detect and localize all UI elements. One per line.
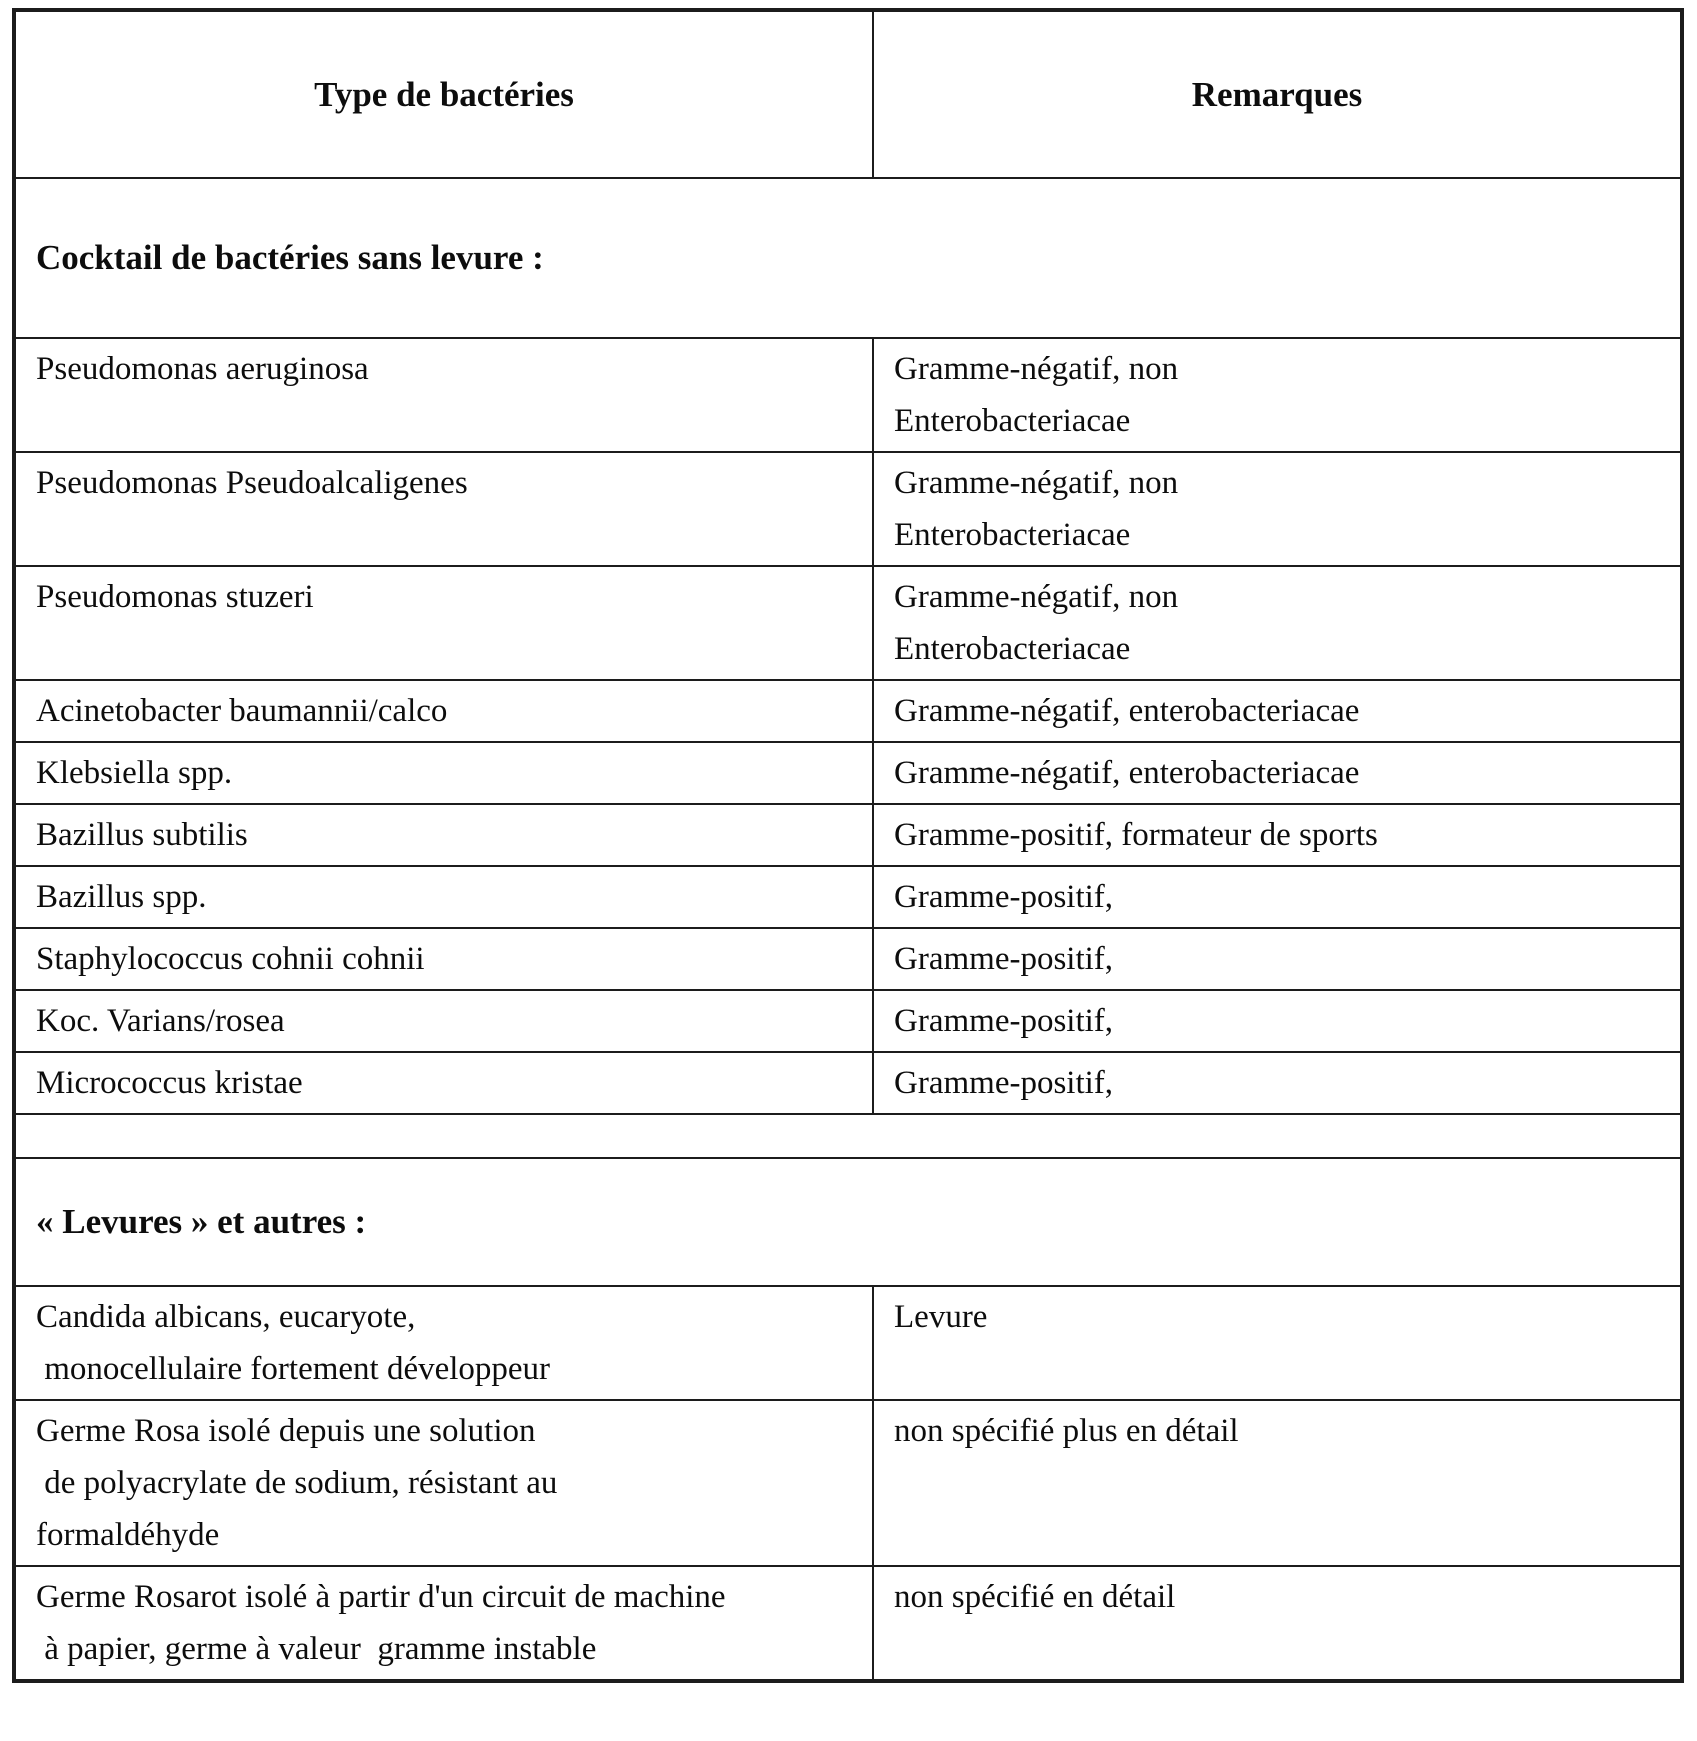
bacteria-type-cell: Germe Rosarot isolé à partir d'un circuit de machine à papier, germe à valeur gramme instable bbox=[14, 1566, 873, 1681]
remark-cell: Gramme-négatif, non Enterobacteriacae bbox=[873, 452, 1682, 566]
section-title: Cocktail de bactéries sans levure : bbox=[14, 178, 1682, 338]
header-remarques: Remarques bbox=[873, 10, 1682, 178]
bacteria-type-cell: Pseudomonas stuzeri bbox=[14, 566, 873, 680]
remark-cell: Gramme-négatif, non Enterobacteriacae bbox=[873, 338, 1682, 452]
table-row bbox=[14, 990, 1682, 1052]
header-type-de-bacteries: Type de bactéries bbox=[14, 10, 873, 178]
bacteria-type-cell: Klebsiella spp. bbox=[14, 742, 873, 804]
remark-cell: Gramme-négatif, non Enterobacteriacae bbox=[873, 566, 1682, 680]
table-header-row bbox=[14, 10, 1682, 178]
remark-cell: Gramme-positif, bbox=[873, 928, 1682, 990]
remark-cell: Gramme-positif, formateur de sports bbox=[873, 804, 1682, 866]
bacteria-type-cell: Bazillus spp. bbox=[14, 866, 873, 928]
bacteria-type-cell: Bazillus subtilis bbox=[14, 804, 873, 866]
section-header-row bbox=[14, 178, 1682, 338]
table-row bbox=[14, 566, 1682, 680]
table-row bbox=[14, 742, 1682, 804]
remark-cell: Gramme-positif, bbox=[873, 1052, 1682, 1114]
bacteria-type-cell: Pseudomonas Pseudoalcaligenes bbox=[14, 452, 873, 566]
remark-cell: Gramme-positif, bbox=[873, 990, 1682, 1052]
table-row bbox=[14, 1052, 1682, 1114]
table-row bbox=[14, 1400, 1682, 1566]
remark-cell: Gramme-positif, bbox=[873, 866, 1682, 928]
bacteria-type-cell: Micrococcus kristae bbox=[14, 1052, 873, 1114]
bacteria-type-cell: Pseudomonas aeruginosa bbox=[14, 338, 873, 452]
section-header-row bbox=[14, 1158, 1682, 1286]
remark-cell: non spécifié plus en détail bbox=[873, 1400, 1682, 1566]
table-row bbox=[14, 680, 1682, 742]
bacteria-type-cell: Koc. Varians/rosea bbox=[14, 990, 873, 1052]
section-title: « Levures » et autres : bbox=[14, 1158, 1682, 1286]
remark-cell: Gramme-négatif, enterobacteriacae bbox=[873, 680, 1682, 742]
table-row bbox=[14, 866, 1682, 928]
bacteria-type-cell: Germe Rosa isolé depuis une solution de polyacrylate de sodium, résistant au formaldéhyde bbox=[14, 1400, 873, 1566]
remark-cell: non spécifié en détail bbox=[873, 1566, 1682, 1681]
table-row bbox=[14, 338, 1682, 452]
table-row bbox=[14, 804, 1682, 866]
table-row bbox=[14, 1566, 1682, 1681]
spacer-row bbox=[14, 1114, 1682, 1158]
table-row bbox=[14, 928, 1682, 990]
spacer-cell bbox=[14, 1114, 1682, 1158]
table-row bbox=[14, 452, 1682, 566]
bacteria-type-cell: Candida albicans, eucaryote, monocellulaire fortement développeur bbox=[14, 1286, 873, 1400]
bacteria-type-cell: Acinetobacter baumannii/calco bbox=[14, 680, 873, 742]
bacteria-table bbox=[12, 8, 1684, 1683]
remark-cell: Gramme-négatif, enterobacteriacae bbox=[873, 742, 1682, 804]
bacteria-type-cell: Staphylococcus cohnii cohnii bbox=[14, 928, 873, 990]
table-row bbox=[14, 1286, 1682, 1400]
remark-cell: Levure bbox=[873, 1286, 1682, 1400]
